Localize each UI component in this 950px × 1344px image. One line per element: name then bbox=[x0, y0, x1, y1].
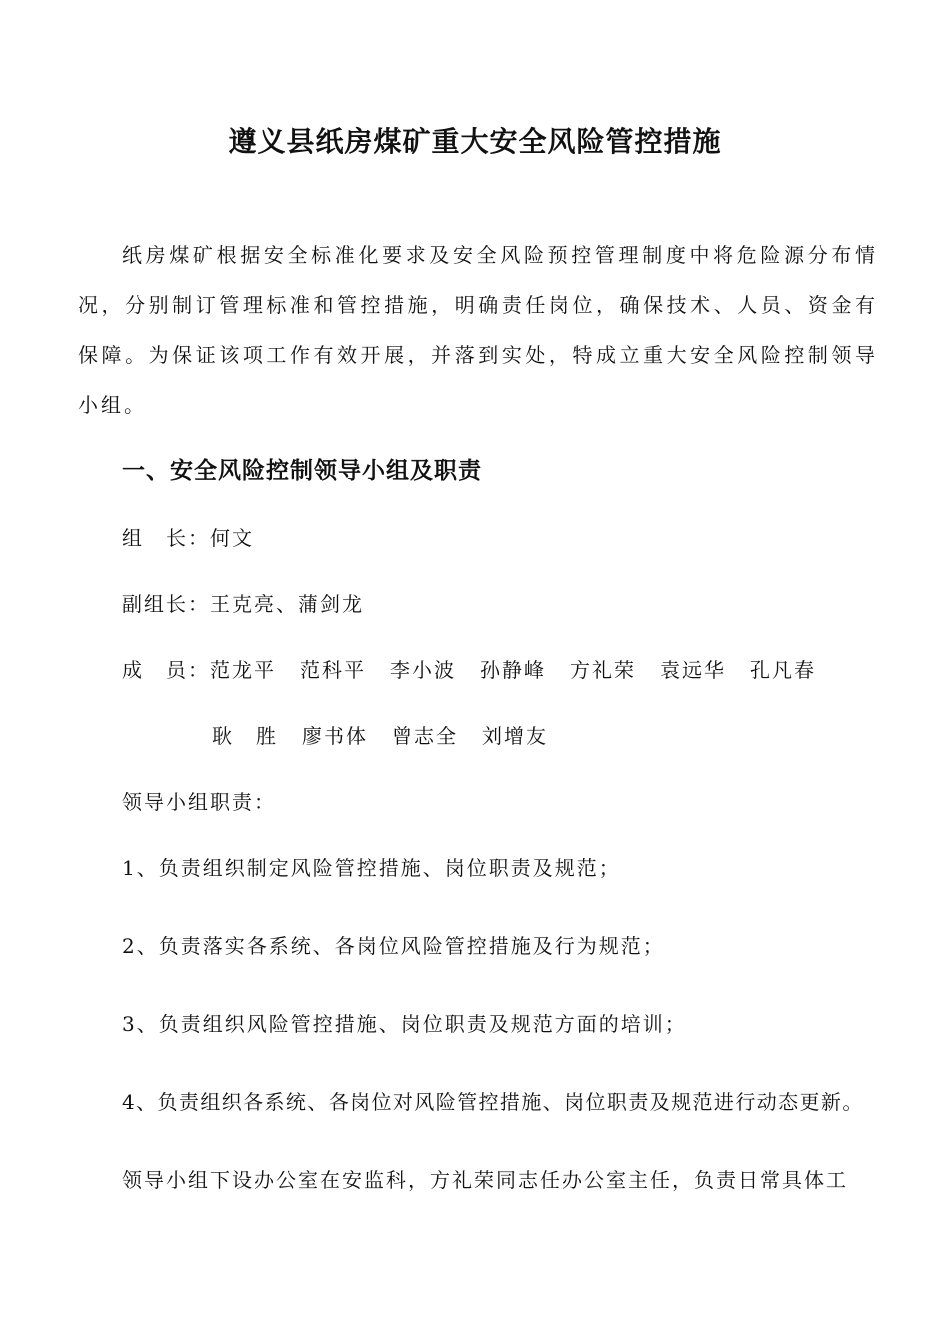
duty-item: 1、负责组织制定风险管控措施、岗位职责及规范； bbox=[122, 856, 621, 880]
member-name: 刘增友 bbox=[482, 724, 548, 748]
members-label: 成 员： bbox=[122, 658, 210, 682]
members-line bbox=[122, 654, 816, 683]
duty-item: 2、负责落实各系统、各岗位风险管控措施及行为规范； bbox=[122, 934, 665, 958]
duty-item: 4、负责组织各系统、各岗位对风险管控措施、岗位职责及规范进行动态更新。 bbox=[122, 1090, 864, 1114]
member-name: 范科平 bbox=[300, 658, 366, 682]
duties-label: 领导小组职责： bbox=[122, 790, 276, 814]
member-name: 袁远华 bbox=[660, 658, 726, 682]
member-name: 耿 胜 bbox=[212, 724, 278, 748]
duty-item: 3、负责组织风险管控措施、岗位职责及规范方面的培训； bbox=[122, 1012, 687, 1036]
member-name: 李小波 bbox=[390, 658, 456, 682]
member-name: 曾志全 bbox=[392, 724, 458, 748]
intro-paragraph: 纸房煤矿根据安全标准化要求及安全风险预控管理制度中将危险源分布情况，分别制订管理标准和管控措施，明确责任岗位，确保技术、人员、资金有保障。为保证该项工作有效开展，并落到实处，特成立重大安全风险控制领导小组。 bbox=[78, 243, 878, 417]
member-name: 孙静峰 bbox=[480, 658, 546, 682]
leader-label: 组 长： bbox=[122, 526, 210, 550]
member-name: 方礼荣 bbox=[570, 658, 636, 682]
members-line-continued bbox=[212, 720, 548, 749]
member-name: 孔凡春 bbox=[750, 658, 816, 682]
member-name: 范龙平 bbox=[210, 658, 276, 682]
leader-name: 何文 bbox=[210, 526, 254, 550]
deputy-label: 副组长： bbox=[122, 592, 210, 616]
deputy-line bbox=[122, 588, 364, 617]
member-name: 廖书体 bbox=[302, 724, 368, 748]
deputy-names: 王克亮、蒲剑龙 bbox=[210, 592, 364, 616]
document-title: 遵义县纸房煤矿重大安全风险管控措施 bbox=[228, 125, 722, 158]
section-heading: 一、安全风险控制领导小组及职责 bbox=[122, 458, 482, 484]
leader-line bbox=[122, 522, 254, 551]
office-note: 领导小组下设办公室在安监科，方礼荣同志任办公室主任，负责日常具体工 bbox=[122, 1168, 848, 1192]
